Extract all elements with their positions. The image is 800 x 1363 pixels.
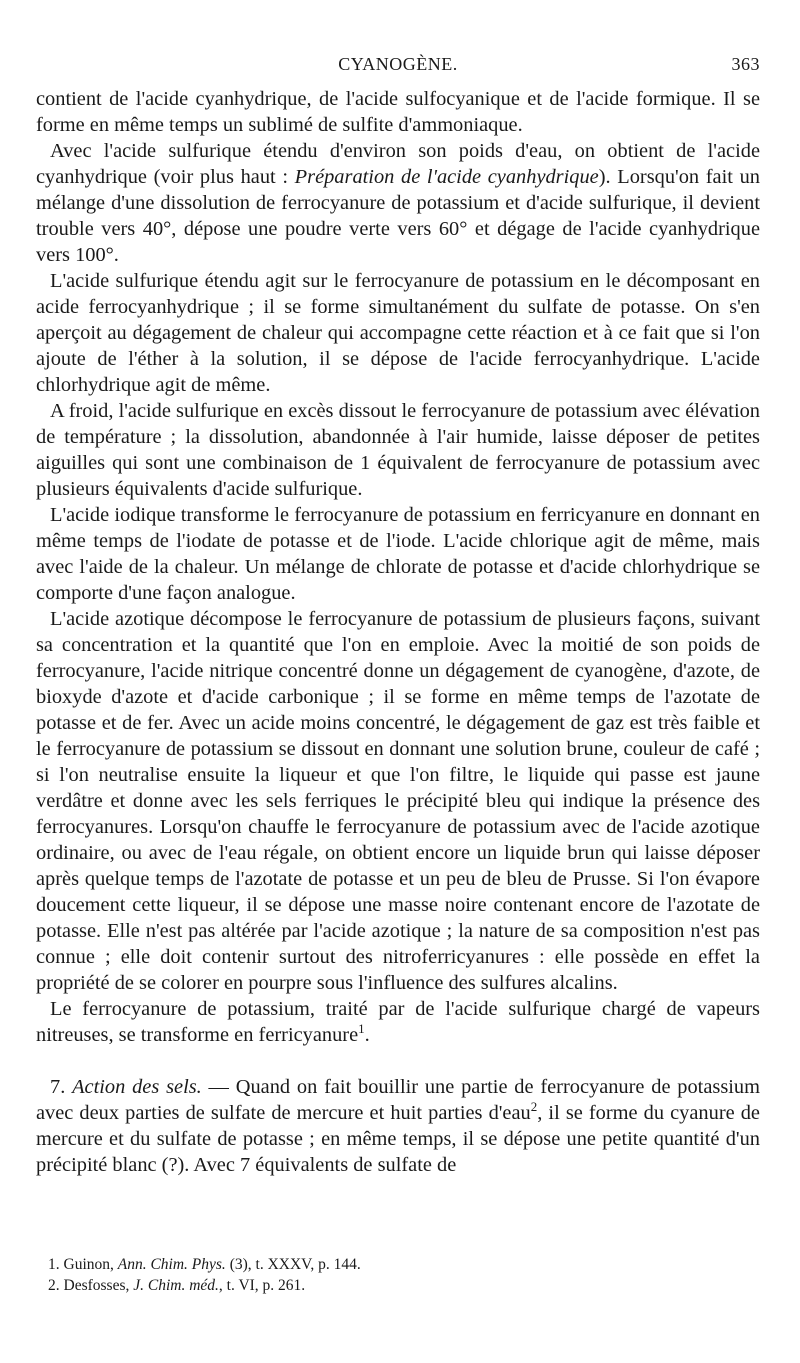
- paragraph-1: [36, 86, 760, 138]
- paragraph-2: [36, 138, 760, 268]
- footnote-1-number: 1.: [48, 1256, 60, 1273]
- footnote-2-number: 2.: [48, 1277, 60, 1294]
- paragraph-4-text: A froid, l'acide sulfurique en excès dissout le ferrocyanure de potassium avec élévation de température ; la dissolution, abandonnée à l'air humide, laisse déposer de petites aiguilles qui sont une combinaison de 1 équivalent de ferrocyanure de potassium avec plusieurs équivalents d'acide sulfurique.: [36, 400, 760, 500]
- footnote-2: [48, 1275, 748, 1296]
- paragraph-8-text-a: — Quand on fait bouillir une partie de ferrocyanure de potassium avec deux parties de sulfate de mercure et huit parties d'eau: [36, 1076, 760, 1124]
- paragraph-4: [36, 398, 760, 502]
- paragraph-2-text-a: Avec l'acide sulfurique étendu d'environ son poids d'eau, on obtient de l'acide cyanhydrique (voir plus haut :: [36, 140, 760, 188]
- body-text: [36, 86, 760, 1178]
- paragraph-5-text: L'acide iodique transforme le ferrocyanure de potassium en ferricyanure en donnant en même temps de l'iodate de potasse et de l'iode. L'acide chlorique agit de même, mais avec l'aide de la chaleur. Un mélange de chlorate de potasse et d'acide chlorhydrique se comporte d'une façon analogue.: [36, 504, 760, 604]
- section-number: 7.: [50, 1076, 73, 1098]
- paragraph-1-text: contient de l'acide cyanhydrique, de l'acide sulfocyanique et de l'acide formique. Il se forme en même temps un sublimé de sulfite d'ammoniaque.: [36, 88, 760, 136]
- footnote-2-author: Desfosses,: [63, 1277, 134, 1294]
- paragraph-2-text-b: ). Lorsqu'on fait un mélange d'une dissolution de ferrocyanure de potassium et d'acide sulfurique, il devient trouble vers 40°, dépose une poudre verte vers 60° et dégage de l'acide cyanhydrique vers 100°.: [36, 166, 760, 266]
- paragraph-6: [36, 606, 760, 996]
- footnote-2-rest: , t. VI, p. 261.: [218, 1277, 306, 1294]
- paragraph-3: [36, 268, 760, 398]
- paragraph-2-italic-ref: Préparation de l'acide cyanhydrique: [294, 166, 599, 188]
- section-heading: Action des sels.: [72, 1076, 202, 1098]
- footnote-ref-1: 1: [358, 1021, 365, 1037]
- paragraph-7: [36, 996, 760, 1048]
- paragraph-7-end: .: [364, 1024, 370, 1046]
- footnotes: [48, 1254, 748, 1296]
- footnote-1-journal: Ann. Chim. Phys.: [117, 1256, 226, 1273]
- footnote-1-author: Guinon,: [63, 1256, 118, 1273]
- paragraph-7-text: Le ferrocyanure de potassium, traité par de l'acide sulfurique chargé de vapeurs nitreuses, se transforme en ferricyanure: [36, 998, 760, 1046]
- footnote-2-journal: J. Chim. méd.: [133, 1277, 219, 1294]
- book-page: [36, 0, 760, 1363]
- footnote-ref-2: 2: [530, 1099, 538, 1115]
- footnote-1: [48, 1254, 748, 1275]
- paragraph-5: [36, 502, 760, 606]
- paragraph-8-text-b: , il se forme du cyanure de mercure et du sulfate de potasse ; en même temps, il se dépose une petite quantité d'un précipité blanc (?). Avec 7 équivalents de sulfate de: [36, 1102, 760, 1176]
- paragraph-6-text: L'acide azotique décompose le ferrocyanure de potassium de plusieurs façons, suivant sa concentration et la quantité que l'on en emploie. Avec la moitié de son poids de ferrocyanure, l'acide nitrique concentré donne un dégagement de cyanogène, d'azote, de bioxyde d'azote et d'acide carbonique ; il se forme en même temps de l'azotate de potasse et de fer. Avec un acide moins concentré, le dégagement de gaz est très faible et le ferrocyanure de potassium se dissout en donnant une solution brune, couleur de café ; si l'on neutralise ensuite la liqueur et que l'on filtre, le liquide qui passe est jaune verdâtre et donne avec les sels ferriques le précipité bleu qui indique la présence des ferrocyanures. Lorsqu'on chauffe le ferrocyanure de potassium avec de l'acide azotique ordinaire, ou avec de l'eau régale, on obtient encore un liquide brun qui laisse déposer après quelque temps de l'azotate de potasse et un peu de bleu de Prusse. Si l'on évapore doucement cette liqueur, il se dépose une masse noire contenant encore de l'azotate de potasse. Elle n'est pas altérée par l'acide azotique ; la nature de sa composition n'est pas connue ; elle doit contenir surtout des nitroferricyanures : elle possède en effet la propriété de se colorer en pourpre sous l'influence des sulfures alcalins.: [36, 608, 760, 994]
- header-title: CYANOGÈNE.: [338, 54, 458, 74]
- running-header: [36, 54, 760, 82]
- paragraph-8: [36, 1074, 760, 1178]
- page-number: 363: [731, 54, 760, 74]
- paragraph-3-text: L'acide sulfurique étendu agit sur le ferrocyanure de potassium en le décomposant en acide ferrocyanhydrique ; il se forme simultanément du sulfate de potasse. On s'en aperçoit au dégagement de chaleur qui accompagne cette réaction et à ce fait que si l'on ajoute de l'éther à la solution, il se dépose de l'acide ferrocyanhydrique. L'acide chlorhydrique agit de même.: [36, 270, 760, 396]
- footnote-1-rest: (3), t. XXXV, p. 144.: [225, 1256, 361, 1273]
